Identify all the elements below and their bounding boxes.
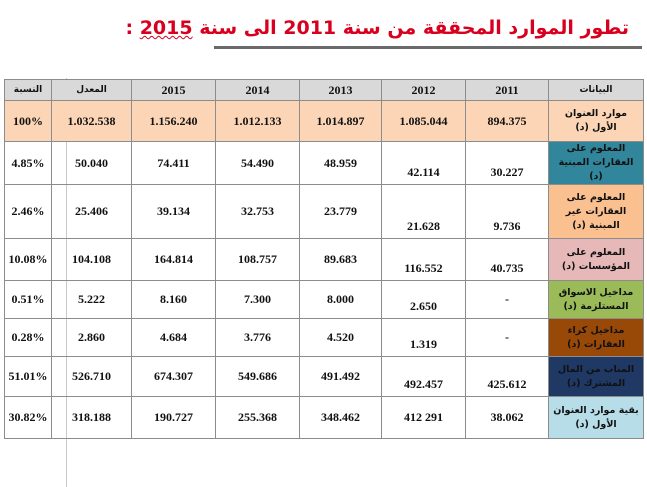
title-underline <box>214 46 642 49</box>
table-row <box>5 142 644 185</box>
header-ratio: النسبة <box>5 80 52 101</box>
table-row <box>5 185 644 239</box>
cell-2014: 7.300 <box>216 281 300 319</box>
cell-average: 25.406 <box>52 185 132 239</box>
cell-2013: 1.014.897 <box>300 101 382 142</box>
cell-ratio: 51.01% <box>5 357 52 397</box>
cell-2013: 348.462 <box>300 397 382 439</box>
cell-average: 2.860 <box>52 319 132 357</box>
title-main: تطور الموارد المحققة من سنة 2011 الى سنة <box>199 17 629 39</box>
cell-ratio: 30.82% <box>5 397 52 439</box>
cell-ratio: 0.28% <box>5 319 52 357</box>
table-row <box>5 281 644 319</box>
cell-2014: 549.686 <box>216 357 300 397</box>
cell-average: 526.710 <box>52 357 132 397</box>
table-header-row <box>5 80 644 101</box>
cell-2015: 8.160 <box>132 281 216 319</box>
cell-2015: 4.684 <box>132 319 216 357</box>
row-label: المعلوم على العقارات المبنية (د) <box>549 142 644 185</box>
cell-2012: 492.457 <box>382 357 466 397</box>
header-2013: 2013 <box>300 80 382 101</box>
cell-average: 318.188 <box>52 397 132 439</box>
cell-2011: - <box>466 281 549 319</box>
table-row-total <box>5 101 644 142</box>
cell-ratio: 100% <box>5 101 52 142</box>
cell-2014: 108.757 <box>216 239 300 281</box>
cell-2015: 674.307 <box>132 357 216 397</box>
cell-2012: 21.628 <box>382 185 466 239</box>
cell-2012: 1.085.044 <box>382 101 466 142</box>
cell-average: 104.108 <box>52 239 132 281</box>
cell-2012: 42.114 <box>382 142 466 185</box>
header-average: المعدل <box>52 80 132 101</box>
cell-2014: 1.012.133 <box>216 101 300 142</box>
row-label: المناب من المال المشترك (د) <box>549 357 644 397</box>
cell-2014: 255.368 <box>216 397 300 439</box>
cell-2011: - <box>466 319 549 357</box>
cell-ratio: 4.85% <box>5 142 52 185</box>
cell-2015: 190.727 <box>132 397 216 439</box>
table-row <box>5 397 644 439</box>
row-label: مداخيل كراء العقارات (د) <box>549 319 644 357</box>
row-label: موارد العنوان الأول (د) <box>549 101 644 142</box>
cell-2015: 1.156.240 <box>132 101 216 142</box>
table-row <box>5 239 644 281</box>
cell-2015: 39.134 <box>132 185 216 239</box>
cell-2013: 23.779 <box>300 185 382 239</box>
cell-2013: 89.683 <box>300 239 382 281</box>
cell-2014: 3.776 <box>216 319 300 357</box>
cell-2011: 30.227 <box>466 142 549 185</box>
row-label: المعلوم على المؤسسات (د) <box>549 239 644 281</box>
header-label: البيانات <box>549 80 644 101</box>
cell-ratio: 2.46% <box>5 185 52 239</box>
cell-ratio: 0.51% <box>5 281 52 319</box>
cell-2013: 491.492 <box>300 357 382 397</box>
cell-2012: 116.552 <box>382 239 466 281</box>
cell-2012: 1.319 <box>382 319 466 357</box>
cell-2011: 894.375 <box>466 101 549 142</box>
row-label: بقية موارد العنوان الأول (د) <box>549 397 644 439</box>
cell-2013: 4.520 <box>300 319 382 357</box>
cell-2011: 9.736 <box>466 185 549 239</box>
table-row <box>5 319 644 357</box>
header-2015: 2015 <box>132 80 216 101</box>
title-year-end: 2015 <box>139 17 193 39</box>
header-2014: 2014 <box>216 80 300 101</box>
cell-2013: 8.000 <box>300 281 382 319</box>
cell-average: 5.222 <box>52 281 132 319</box>
page-title <box>125 17 629 39</box>
cell-average: 1.032.538 <box>52 101 132 142</box>
cell-2012: 412 291 <box>382 397 466 439</box>
cell-2015: 164.814 <box>132 239 216 281</box>
row-label: مداخيل الاسواق المستلزمة (د) <box>549 281 644 319</box>
cell-2012: 2.650 <box>382 281 466 319</box>
title-suffix: : <box>125 17 140 39</box>
row-label: المعلوم على العقارات غير المبنية (د) <box>549 185 644 239</box>
cell-2013: 48.959 <box>300 142 382 185</box>
cell-2011: 425.612 <box>466 357 549 397</box>
header-2011: 2011 <box>466 80 549 101</box>
resources-table <box>4 79 644 439</box>
header-2012: 2012 <box>382 80 466 101</box>
cell-2015: 74.411 <box>132 142 216 185</box>
cell-2014: 54.490 <box>216 142 300 185</box>
cell-2011: 38.062 <box>466 397 549 439</box>
table-row <box>5 357 644 397</box>
cell-2011: 40.735 <box>466 239 549 281</box>
cell-2014: 32.753 <box>216 185 300 239</box>
cell-ratio: 10.08% <box>5 239 52 281</box>
cell-average: 50.040 <box>52 142 132 185</box>
